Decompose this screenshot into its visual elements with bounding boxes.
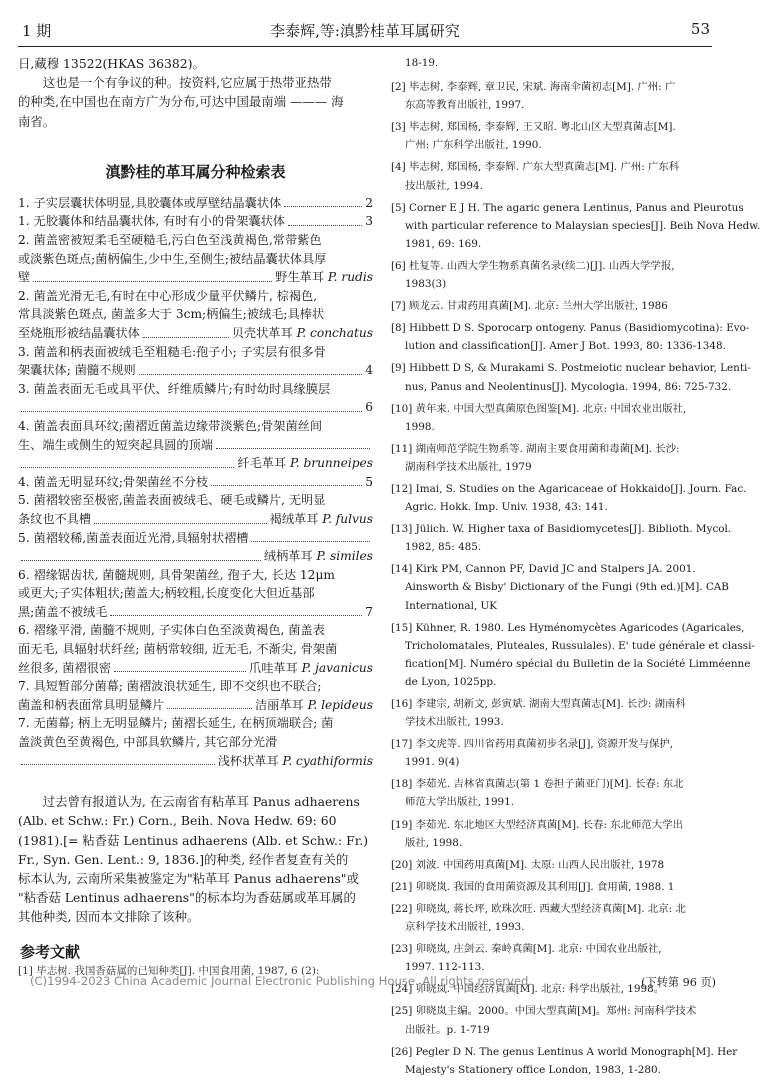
reference-entry xyxy=(391,735,717,771)
species-latin: P. fulvus xyxy=(322,511,373,526)
reference-line: 1997. 112-113. xyxy=(405,961,485,974)
species-latin: P. brunneipes xyxy=(289,456,373,471)
key-number: 7 xyxy=(365,604,373,619)
key-entry xyxy=(18,529,373,548)
text-line: (1981).[= 粘香菇 Lentinus adhaerens (Alb. et Schw.: Fr.) xyxy=(18,832,369,848)
reference-line: 1983(3) xyxy=(405,278,447,291)
key-number: 4 xyxy=(365,363,373,378)
key-text: 6. 褶缘锯齿状, 菌髓规则, 具骨架菌丝, 孢子大, 长达 12μm xyxy=(18,567,335,582)
key-text: 2. 菌盖光滑无毛,有时在中心形成少量平伏鳞片, 棕褐色, xyxy=(18,288,318,303)
leader-dots xyxy=(284,206,362,207)
key-text: 黑;菌盖不被绒毛 xyxy=(18,604,108,619)
reference-line: [11] 湖南师范学院生物系等. 湖南主要食用菌和毒菌[M]. 长沙: xyxy=(391,442,680,455)
species-name: 褐绒革耳 xyxy=(269,511,319,526)
species-latin: P. javanicus xyxy=(301,660,373,675)
key-text: 条纹也不具槽 xyxy=(18,511,92,526)
species-name: 爪哇革耳 xyxy=(249,660,298,675)
leader-dots xyxy=(21,467,234,468)
reference-line: 师范大学出版社, 1991. xyxy=(405,796,515,809)
key-entry xyxy=(18,473,373,492)
reference-entry xyxy=(391,695,717,731)
reference-line: [9] Hibbett D S, & Murakami S. Postmeiotic nuclear behavior, Lenti- xyxy=(391,362,751,375)
key-entry xyxy=(18,194,373,213)
reference-line: [21] 卯晓岚. 我国的食用菌资源及其利用[J]. 食用菌, 1988. 1 xyxy=(391,880,675,893)
reference-line: 18-19. xyxy=(405,57,439,69)
reference-line: Ainsworth & Bisby' Dictionary of the Fungi (9th ed.)[M]. CAB xyxy=(405,581,729,594)
reference-line: [10] 黄年来. 中国大型真菌原色图鉴[M]. 北京: 中国农业出版社, xyxy=(391,402,687,415)
key-entry xyxy=(18,436,373,455)
reference-line: [15] Kühner, R. 1980. Les Hyménomycètes Agaricodes (Agaricales, xyxy=(391,621,745,634)
reference-line: [16] 李建宗, 胡新文, 彭寅斌. 湖南大型真菌志[M]. 长沙: 湖南科 xyxy=(391,698,686,710)
key-text: 3. 菌盖表面无毛或具平伏、纤维质鳞片;有时幼时具缘膜层 xyxy=(18,381,331,396)
key-number: 5 xyxy=(365,474,373,489)
key-entry xyxy=(18,547,373,566)
reference-line: International, UK xyxy=(405,599,498,612)
reference-entry xyxy=(391,775,717,811)
intro-specimen-line: 日,藏穆 13522(HKAS 36382)。 xyxy=(18,56,205,71)
key-entry xyxy=(18,324,373,343)
leader-dots xyxy=(211,485,362,486)
key-text: 或淡紫色斑点;菌柄偏生,少中生,至侧生;被结晶囊状体具厚 xyxy=(18,251,327,266)
reference-line: 京科学技术出版社, 1993. xyxy=(405,921,525,934)
key-text: 至烧瓶形被结晶囊状体 xyxy=(18,325,140,340)
reference-entry xyxy=(391,400,717,436)
reference-entry xyxy=(391,440,717,476)
page-number: 53 xyxy=(690,20,710,38)
reference-line: 1991. 9(4) xyxy=(405,756,460,769)
continued-note: (下转第 96 页) xyxy=(641,976,716,989)
reference-entry xyxy=(391,158,717,194)
species-name: 野生革耳 xyxy=(275,270,325,285)
key-entry xyxy=(18,268,373,287)
reference-line: [18] 李茹光. 吉林省真菌志(第 1 卷担子菌亚门)[M]. 长春: 东北 xyxy=(391,778,684,791)
reference-1-continued xyxy=(391,54,717,72)
reference-line: [23] 卯晓岚, 庄剑云. 秦岭真菌[M]. 北京: 中国农业出版社, xyxy=(391,943,662,956)
leader-dots xyxy=(21,764,215,765)
reference-entry xyxy=(391,878,717,896)
species-name: 贝壳状革耳 xyxy=(231,325,293,340)
reference-entry xyxy=(391,1002,717,1038)
leader-dots xyxy=(110,615,362,616)
reference-line: 1982, 85: 485. xyxy=(405,541,482,554)
key-entry xyxy=(18,398,373,417)
key-entry xyxy=(18,696,373,715)
reference-line: de Lyon, 1025pp. xyxy=(405,675,497,688)
key-text: 3. 菌盖和柄表面被绒毛至粗糙毛:孢子小; 子实层有很多骨 xyxy=(18,344,326,359)
species-latin: P. conchatus xyxy=(296,325,373,340)
text-line: "粘香菇 Lentinus adhaerens"的标本均为香菇属或革耳属的 xyxy=(18,890,356,906)
species-name: 洁丽革耳 xyxy=(254,697,304,712)
reference-entry xyxy=(391,856,717,874)
reference-line: [4] 毕志树, 郑国杨, 李泰辉. 广东大型真菌志[M]. 广州: 广东科 xyxy=(391,161,680,174)
key-text: 7. 无菌幕; 柄上无明显鳞片; 菌褶长延生, 在柄顶端联合; 菌 xyxy=(18,716,334,731)
reference-line: 技出版社, 1994. xyxy=(405,179,483,192)
key-entry xyxy=(18,659,373,678)
reference-line: [2] 毕志树, 李泰辉, 章卫民, 宋斌. 海南伞菌初志[M]. 广州: 广 xyxy=(391,81,676,94)
reference-line: lution and classification[J]. Amer J Bot. 1993, 80: 1336-1348. xyxy=(405,340,726,353)
reference-line: [14] Kirk PM, Cannon PF, David JC and Stalpers JA. 2001. xyxy=(391,563,696,576)
key-entry xyxy=(18,510,373,529)
reference-line: 1998. xyxy=(405,420,435,433)
text-line: 过去曾有报道认为, 在云南省有粘革耳 Panus adhaerens xyxy=(42,794,360,810)
reference-entry xyxy=(391,319,750,355)
leader-dots xyxy=(288,225,362,226)
key-text: 4. 菌盖表面具环纹;菌褶近菌盖边缘带淡紫色;骨架菌丝间 xyxy=(18,418,323,433)
reference-line: Majesty's Stationery office London, 1983, 1-280. xyxy=(405,1063,661,1076)
text-line: (Alb. et Schw.: Fr.) Corn., Beih. Nova Hedw. 69: 60 xyxy=(18,813,337,829)
leader-dots xyxy=(143,337,229,338)
key-text: 面无毛, 具辐射状纤丝; 菌柄常较细, 近无毛, 不渐尖, 骨架菌 xyxy=(18,642,338,657)
reference-line: 广州: 广东科学出版社, 1990. xyxy=(405,139,542,152)
reference-entry xyxy=(391,520,732,556)
reference-line: 东高等教育出版社, 1997. xyxy=(405,99,525,112)
leader-dots xyxy=(139,374,363,375)
key-text: 1. 无胶囊体和结晶囊状体, 有时有小的骨架囊状体 xyxy=(18,214,285,229)
leader-dots xyxy=(21,411,362,412)
species-latin: P. rudis xyxy=(327,270,373,285)
reference-line: 出版社。p. 1-719 xyxy=(405,1023,490,1036)
key-text: 丝很多, 菌褶很密 xyxy=(18,660,112,675)
text-line: Fr., Syn. Gen. Lent.: 9, 1836.]的种类, 经作者复查有关的 xyxy=(18,851,349,867)
key-text: 7. 具短暂部分菌幕; 菌褶波浪状延生, 即不交织也不联合; xyxy=(18,679,322,694)
reference-line: [12] Imai, S. Studies on the Agaricaceae of Hokkaido[J]. Journ. Fac. xyxy=(391,482,747,495)
leader-dots xyxy=(167,708,252,709)
reference-line: [17] 李文虎等. 四川省药用真菌初步名录[J], 资源开发与保护, xyxy=(391,738,674,751)
reference-line: 版社, 1998. xyxy=(405,836,463,849)
text-line: 其他种类, 因而本文排除了该种。 xyxy=(18,909,200,925)
leader-dots xyxy=(114,671,246,672)
reference-entry xyxy=(391,619,755,691)
leader-dots xyxy=(94,523,267,524)
text-line: 标本认为, 云南所采集被鉴定为"粘革耳 Panus adhaerens"或 xyxy=(18,871,359,887)
text-line: 的种类,在中国也在南方广为分布,可达中国最南端 ——— 海 xyxy=(18,94,344,110)
reference-entry xyxy=(391,900,717,936)
key-entry xyxy=(18,752,373,771)
page-header xyxy=(20,18,710,42)
reference-entry xyxy=(391,297,717,315)
header-rule xyxy=(18,46,712,47)
text-line: 这也是一个有争议的种。按资料,它应属于热带亚热带 xyxy=(42,75,332,91)
right-column xyxy=(391,54,760,1083)
running-title: 李泰辉,等:滇黔桂革耳属研究 xyxy=(270,22,460,40)
reference-entry xyxy=(391,257,717,293)
left-column xyxy=(18,54,373,978)
reference-line: [3] 毕志树, 郑国杨, 李泰辉, 王又昭. 粤北山区大型真菌志[M]. xyxy=(391,121,676,134)
species-latin: P. cyathiformis xyxy=(282,753,373,768)
species-name: 浅杯状革耳 xyxy=(217,753,279,768)
species-latin: P. lepideus xyxy=(307,697,373,712)
reference-entry xyxy=(391,1043,738,1079)
reference-line: with particular reference to Malaysian species[J]. Beih Nova Hedw. xyxy=(405,219,760,232)
species-latin: P. similes xyxy=(316,549,373,564)
reference-line: [7] 顾龙云. 甘肃药用真菌[M]. 北京: 兰州大学出版社, 1986 xyxy=(391,300,668,313)
key-text: 菌盖和柄表面常具明显鳞片 xyxy=(18,697,165,712)
reference-line: fication[M]. Numéro spécial du Bulletin de la Société Limméenne xyxy=(405,657,751,670)
leader-dots xyxy=(21,560,261,561)
reference-line: [20] 刘波. 中国药用真菌[M]. 太原: 山西人民出版社, 1978 xyxy=(391,858,665,871)
issue-number: 1 期 xyxy=(22,22,52,40)
key-text: 2. 菌盖密被短柔毛至硬糙毛,污白色至浅黄褐色,常带紫色 xyxy=(18,233,322,247)
reference-line: [13] Jülich. W. Higher taxa of Basidiomycetes[J]. Biblioth. Mycol. xyxy=(391,523,732,536)
species-key xyxy=(18,194,373,770)
reference-entry xyxy=(391,940,717,976)
reference-entry xyxy=(391,480,747,516)
key-text: 1. 子实层囊状体明显,具胶囊体或厚壁结晶囊状体 xyxy=(18,195,282,210)
key-text: 架囊状体; 菌髓不规则 xyxy=(18,363,136,378)
reference-line: [6] 杜复等. 山西大学生物系真菌名录(续二)[J]. 山西大学学报, xyxy=(391,259,675,272)
key-text: 6. 褶缘平滑, 菌髓不规则, 子实体白色至淡黄褐色, 菌盖表 xyxy=(18,623,325,638)
key-entry xyxy=(18,212,373,231)
species-name: 纤毛革耳 xyxy=(237,456,287,471)
reference-line: 湖南科学技术出版社, 1979 xyxy=(405,460,532,473)
reference-entry xyxy=(391,199,760,253)
leader-dots xyxy=(251,541,370,542)
reference-line: [26] Pegler D N. The genus Lentinus A world Monograph[M]. Her xyxy=(391,1045,738,1058)
reference-line: [19] 李茹光. 东北地区大型经济真菌[M]. 长春: 东北师范大学出 xyxy=(391,818,683,831)
reference-entry xyxy=(391,359,751,395)
leader-dots xyxy=(216,448,370,449)
reference-line: 1981, 69: 169. xyxy=(405,237,482,250)
reference-entry xyxy=(391,78,717,114)
text-line: 南省。 xyxy=(18,113,56,129)
key-title: 滇黔桂的革耳属分种检索表 xyxy=(105,162,286,181)
key-number: 2 xyxy=(365,195,373,210)
reference-line: [5] Corner E J H. The agaric genera Lentinus, Panus and Pleurotus xyxy=(391,201,744,214)
key-text: 壁 xyxy=(18,270,31,285)
key-text: 5. 菌褶较稀,菌盖表面近光滑,具辐射状褶槽 xyxy=(18,530,249,545)
species-name: 绒柄革耳 xyxy=(263,549,313,564)
key-text: 生、端生或侧生的短突起具圆的顶端 xyxy=(18,437,213,452)
reference-entry xyxy=(391,118,717,154)
key-number: 6 xyxy=(365,400,373,415)
reference-line: [25] 卯晓岚主编。2000。中国大型真菌[M]。郑州: 河南科学技术 xyxy=(391,1005,697,1018)
key-entry xyxy=(18,454,373,473)
reference-1: [1] 毕志树. 我国香菇属的已知种类[J]. 中国食用菌, 1987, 6 (2): xyxy=(18,964,320,977)
key-text: 4. 菌盖无明显环纹;骨架菌丝不分枝 xyxy=(18,474,209,489)
key-entry xyxy=(18,603,373,622)
reference-line: [22] 卯晓岚, 蒋长坪, 欧珠次旺. 西藏大型经济真菌[M]. 北京: 北 xyxy=(391,902,686,915)
intro-paragraph xyxy=(18,73,373,131)
key-text: 5. 菌褶较密至极密,菌盖表面被绒毛、硬毛或鳞片, 无明显 xyxy=(18,493,326,508)
reference-line: 学技术出版社, 1993. xyxy=(405,716,504,729)
reference-entry xyxy=(391,816,717,852)
reference-line: Agric. Hokk. Imp. Univ. 1938, 43: 141. xyxy=(405,501,608,514)
key-text: 或更大;子实体粗状;菌盖大;柄较粗,长度变化大但近基部 xyxy=(18,586,315,601)
key-text: 盖淡黄色至黄褐色, 中部具软鳞片, 其它部分光滑 xyxy=(18,735,278,750)
reference-line: [8] Hibbett D S. Sporocarp ontogeny. Panus (Basidiomycotina): Evo- xyxy=(391,322,750,335)
references-heading: 参考文献 xyxy=(20,942,81,961)
reference-line: Tricholomatales, Pluteales, Russulales). E' tude générale et classi- xyxy=(405,639,755,652)
key-entry xyxy=(18,361,373,380)
reference-entry xyxy=(391,560,729,614)
key-number: 3 xyxy=(365,214,373,229)
reference-line: [24] 卯晓岚. 中国经济真菌[M]. 北京: 科学出版社, 1998。 xyxy=(391,983,665,996)
leader-dots xyxy=(33,281,272,282)
key-text: 常具淡紫色斑点, 菌盖多大于 3cm;柄偏生;被绒毛;具棒状 xyxy=(18,307,325,322)
reference-line: nus, Panus and Neolentinus[J]. Mycologia. 1994, 86: 725-732. xyxy=(405,380,732,393)
discussion-paragraph xyxy=(18,792,373,926)
copyright-notice: (C)1994-2023 China Academic Journal Electronic Publishing House. All rights reserved. xyxy=(30,974,533,988)
